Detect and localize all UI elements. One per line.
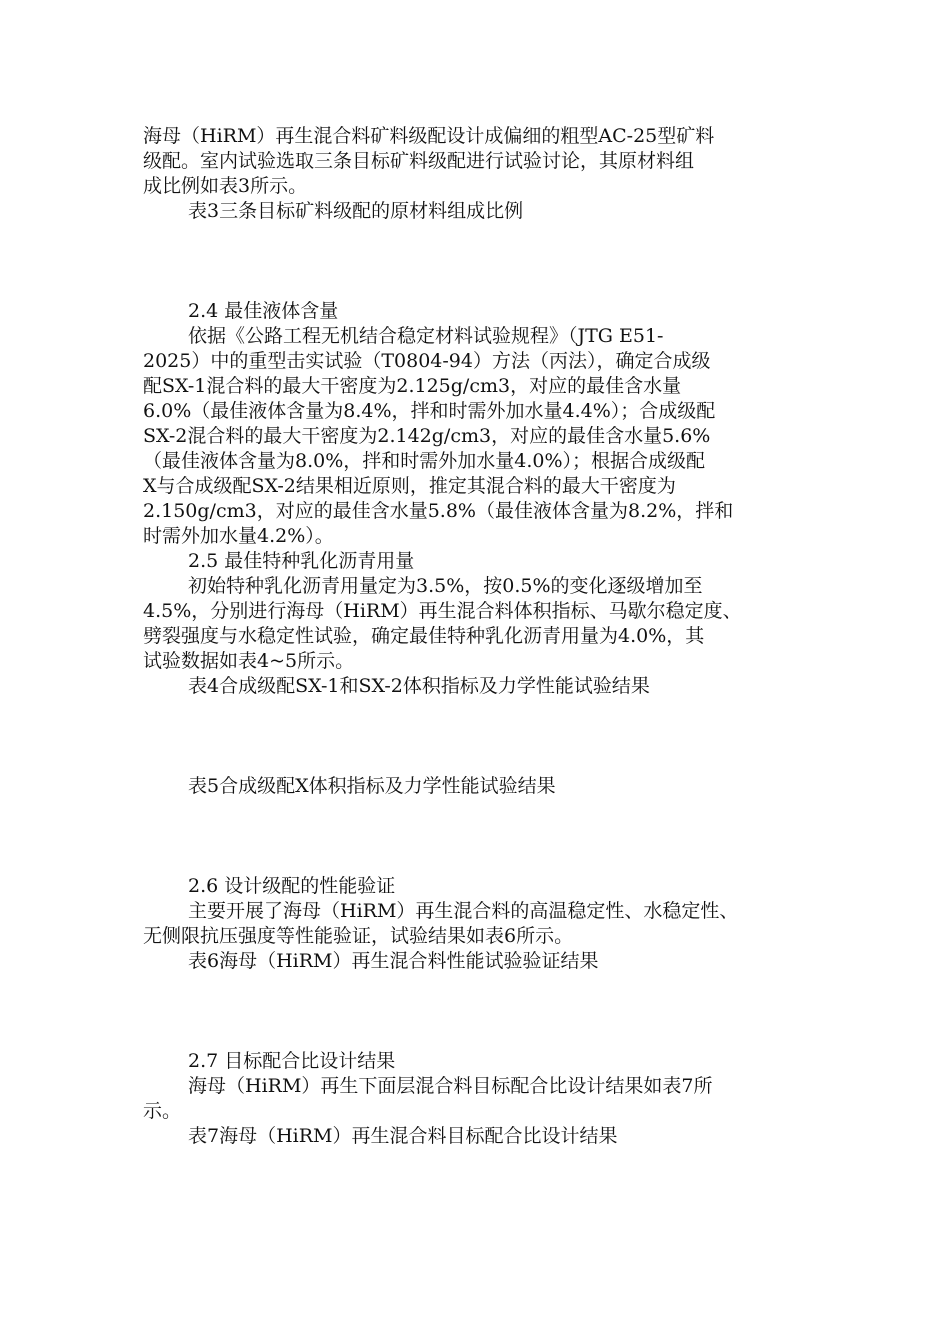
paragraph-line: 试验数据如表4~5所示。: [143, 650, 355, 672]
paragraph-line: 成比例如表3所示。: [143, 175, 308, 197]
paragraph-line: 6.0%（最佳液体含量为8.4%，拌和时需外加水量4.4%）；合成级配: [143, 400, 716, 422]
paragraph-line: 初始特种乳化沥青用量定为3.5%，按0.5%的变化逐级增加至: [188, 575, 703, 597]
section-heading: 2.7 目标配合比设计结果: [188, 1050, 396, 1072]
section-heading: 2.4 最佳液体含量: [188, 300, 339, 322]
paragraph-line: 示。: [143, 1100, 182, 1122]
paragraph-line: 无侧限抗压强度等性能验证，试验结果如表6所示。: [143, 925, 574, 947]
table-caption: 表5合成级配X体积指标及力学性能试验结果: [188, 775, 556, 797]
paragraph-line: 海母（HiRM）再生下面层混合料目标配合比设计结果如表7所: [188, 1075, 713, 1097]
paragraph-line: （最佳液体含量为8.0%，拌和时需外加水量4.0%）；根据合成级配: [143, 450, 706, 472]
paragraph-line: 依据《公路工程无机结合稳定材料试验规程》（JTG E51-: [188, 325, 664, 347]
paragraph-line: SX-2混合料的最大干密度为2.142g/cm3，对应的最佳含水量5.6%: [143, 425, 711, 447]
paragraph-line: 主要开展了海母（HiRM）再生混合料的高温稳定性、水稳定性、: [188, 900, 739, 922]
table-caption: 表6海母（HiRM）再生混合料性能试验验证结果: [188, 950, 599, 972]
paragraph-line: 4.5%，分别进行海母（HiRM）再生混合料体积指标、马歇尔稳定度、: [143, 600, 742, 622]
table-caption: 表7海母（HiRM）再生混合料目标配合比设计结果: [188, 1125, 618, 1147]
paragraph-line: 时需外加水量4.2%）。: [143, 525, 334, 547]
section-heading: 2.5 最佳特种乳化沥青用量: [188, 550, 415, 572]
section-heading: 2.6 设计级配的性能验证: [188, 875, 396, 897]
paragraph-line: X与合成级配SX-2结果相近原则，推定其混合料的最大干密度为: [143, 475, 676, 497]
paragraph-line: 劈裂强度与水稳定性试验，确定最佳特种乳化沥青用量为4.0%，其: [143, 625, 705, 647]
paragraph-line: 海母（HiRM）再生混合料矿料级配设计成偏细的粗型AC-25型矿料: [143, 125, 715, 147]
table-caption: 表4合成级配SX-1和SX-2体积指标及力学性能试验结果: [188, 675, 650, 697]
paragraph-line: 2025）中的重型击实试验（T0804-94）方法（丙法），确定合成级: [143, 350, 711, 372]
table-caption: 表3三条目标矿料级配的原材料组成比例: [188, 200, 524, 222]
paragraph-line: 配SX-1混合料的最大干密度为2.125g/cm3，对应的最佳含水量: [143, 375, 682, 397]
paragraph-line: 级配。室内试验选取三条目标矿料级配进行试验讨论，其原材料组: [143, 150, 695, 172]
paragraph-line: 2.150g/cm3，对应的最佳含水量5.8%（最佳液体含量为8.2%，拌和: [143, 500, 734, 522]
